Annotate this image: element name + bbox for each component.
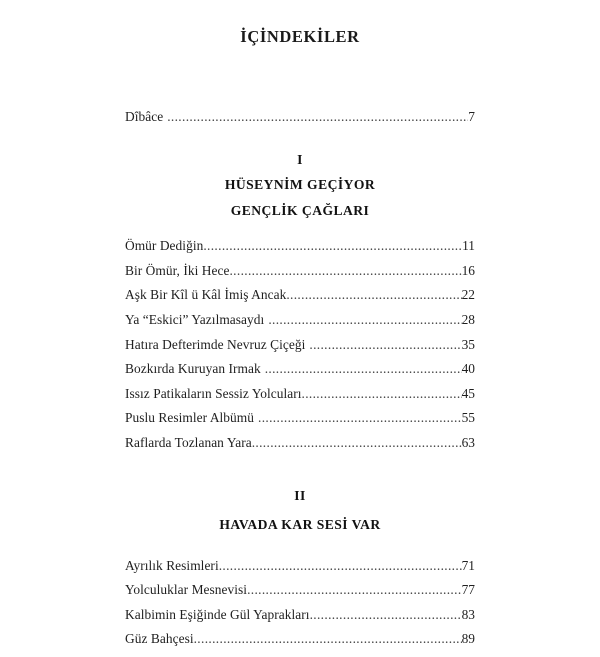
dot-leader — [247, 583, 462, 596]
toc-entry-page: 83 — [461, 606, 475, 622]
toc-entry[interactable] — [125, 239, 475, 264]
spacer — [125, 192, 475, 204]
toc-entry-page: 40 — [461, 361, 475, 377]
section-heading-line: HAVADA KAR SESİ VAR — [219, 517, 381, 533]
toc-entry-page: 89 — [461, 631, 475, 647]
spacer — [125, 461, 475, 489]
section-heading-1 — [125, 153, 475, 217]
dot-leader — [265, 362, 462, 375]
toc-entry-page: 11 — [462, 238, 475, 254]
toc-entry-page: 16 — [461, 262, 475, 278]
dot-leader — [229, 264, 461, 277]
toc-entry-page: 63 — [461, 434, 475, 450]
toc-entry-page: 71 — [461, 557, 475, 573]
spacer — [125, 217, 475, 239]
dot-leader — [302, 387, 462, 400]
toc-entry-title: Bozkırda Kuruyan Irmak — [125, 361, 261, 377]
spacer — [125, 96, 475, 110]
toc-entry-title: Puslu Resimler Albümü — [125, 410, 255, 426]
dot-leader — [310, 608, 462, 621]
toc-entry-title: Hatıra Defterimde Nevruz Çiçeği — [125, 336, 306, 352]
toc-entry-title: Güz Bahçesi — [125, 631, 194, 647]
toc-entry-title: Raflarda Tozlanan Yara — [125, 434, 252, 450]
dot-leader — [258, 411, 462, 424]
toc-entry[interactable] — [125, 411, 475, 436]
toc-entry-title: Yolculuklar Mesnevisi — [125, 582, 248, 598]
toc-entry-title: Kalbimin Eşiğinde Gül Yaprakları — [125, 606, 310, 622]
toc-entry[interactable] — [125, 288, 475, 313]
section-numeral: I — [297, 152, 303, 168]
toc-entry[interactable] — [125, 632, 475, 657]
toc-entry-page: 77 — [461, 582, 475, 598]
dot-leader — [194, 632, 462, 645]
toc-entry[interactable] — [125, 387, 475, 412]
toc-entry-title: Dîbâce — [125, 108, 164, 124]
toc-entry[interactable] — [125, 313, 475, 338]
section-heading-2 — [125, 489, 475, 532]
toc-entry-title: Ömür Dediğin — [125, 238, 204, 254]
section-heading-line: GENÇLİK ÇAĞLARI — [230, 202, 370, 218]
toc-entry-title: Aşk Bir Kîl ü Kâl İmiş Ancak — [125, 287, 287, 303]
toc-body — [0, 96, 600, 657]
spacer — [125, 502, 475, 518]
toc-entry[interactable] — [125, 583, 475, 608]
section-heading-line: HÜSEYNİM GEÇİYOR — [224, 176, 376, 192]
toc-entry-title: Bir Ömür, İki Hece — [125, 262, 230, 278]
dot-leader — [252, 436, 462, 449]
dot-leader — [203, 239, 462, 252]
toc-entry[interactable] — [125, 436, 475, 461]
toc-entry-page: 7 — [468, 108, 475, 124]
section-numeral: II — [294, 487, 306, 503]
toc-entry-page: 28 — [461, 311, 475, 327]
toc-entry[interactable] — [125, 362, 475, 387]
dot-leader — [268, 313, 461, 326]
toc-entry[interactable] — [125, 338, 475, 363]
toc-entry-title: Ayrılık Resimleri — [125, 557, 219, 573]
dot-leader — [309, 338, 461, 351]
toc-entry[interactable] — [125, 559, 475, 584]
toc-entry[interactable] — [125, 264, 475, 289]
dot-leader — [286, 288, 461, 301]
toc-entry-page: 22 — [461, 287, 475, 303]
dot-leader — [219, 559, 462, 572]
dot-leader — [167, 110, 468, 123]
toc-entry-page: 45 — [461, 385, 475, 401]
toc-entry-preface[interactable] — [125, 110, 475, 135]
spacer — [125, 134, 475, 153]
toc-entry-page: 55 — [461, 410, 475, 426]
toc-entry-title: Issız Patikaların Sessiz Yolcuları — [125, 385, 302, 401]
toc-entry-page: 35 — [461, 336, 475, 352]
toc-entry-title: Ya “Eskici” Yazılmasaydı — [125, 311, 265, 327]
spacer — [125, 532, 475, 559]
toc-entry[interactable] — [125, 608, 475, 633]
page-title: İÇİNDEKİLER — [240, 27, 360, 46]
